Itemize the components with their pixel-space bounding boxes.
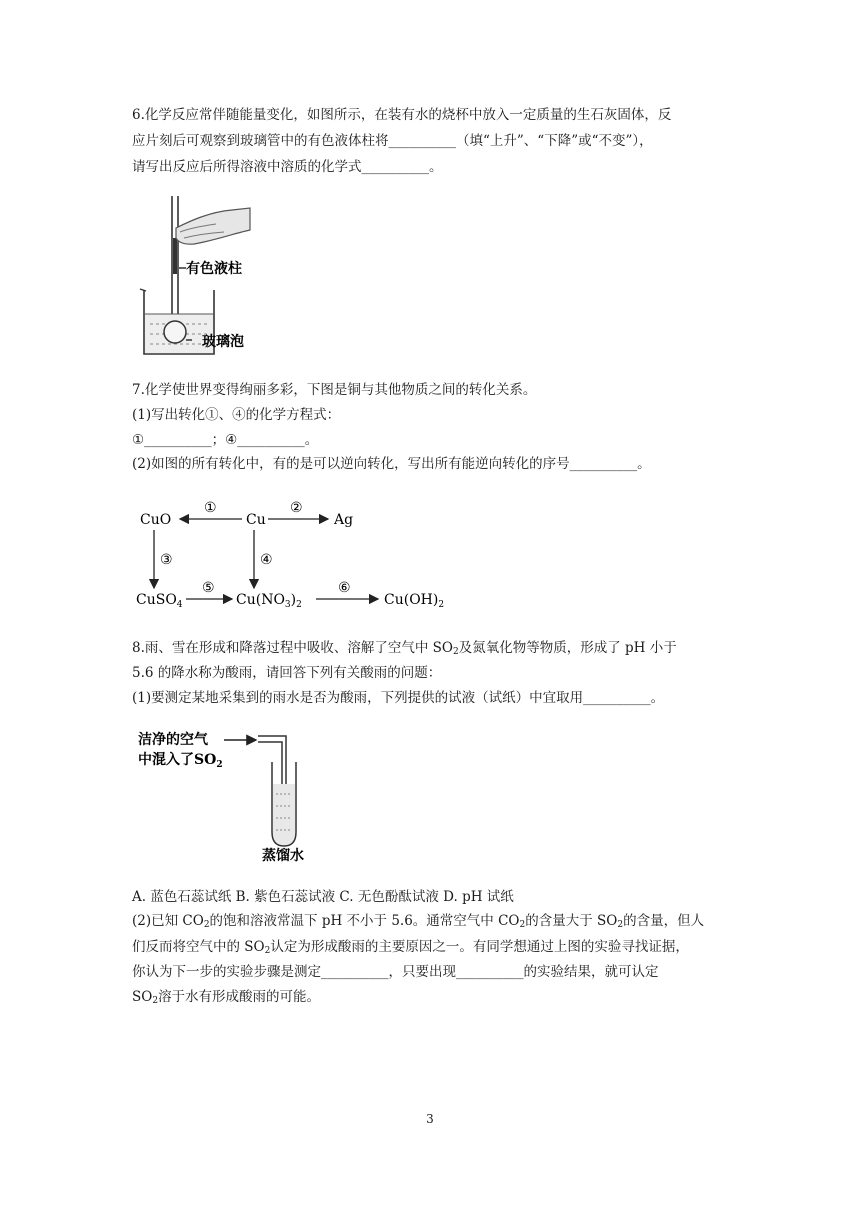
test-tube-figure [132,722,332,867]
beaker-figure [132,190,262,362]
label-clean-air: 洁净的空气 [138,732,208,748]
node-cuo: CuO [140,512,172,528]
q6-line-1: 6.化学反应常伴随能量变化，如图所示，在装有水的烧杯中放入一定质量的生石灰固体，反 [132,107,672,123]
q6-line-3: 请写出反应后所得溶液中溶质的化学式__________。 [132,159,443,175]
label-so2-mixed: 中混入了$SO_2$ [138,752,223,770]
label-4: ④ [260,552,273,568]
label-3: ③ [160,552,173,568]
q8-part2-line-3: 你认为下一步的实验步骤是测定__________，只要出现__________的实验结果，就可认定 [132,964,659,980]
q8-options: A. 蓝色石蕊试纸 B. 紫色石蕊试液 C. 无色酚酞试液 D. pH 试纸 [132,889,514,905]
q6-line-2: 应片刻后可观察到玻璃管中的有色液体柱将__________（填“上升”、“下降”或“不变”）， [132,133,653,149]
node-cu-oh-2: $Cu(OH)_2$ [384,592,445,610]
q7-line-4: (2)如图的所有转化中，有的是可以逆向转化，写出所有能逆向转化的序号__________。 [132,456,651,472]
q8-part2-line-2: 们反而将空气中的 $SO_2$认定为形成酸雨的主要原因之一。有同学想通过上图的实验寻找证据， [132,939,689,956]
label-distilled-water: 蒸馏水 [262,848,304,864]
q8-part2-line-4: $SO_2$溶于水有形成酸雨的可能。 [132,989,321,1006]
copper-conversion-diagram [130,490,450,615]
label-liquid-column: 有色液柱 [186,261,242,277]
q8-line-3: (1)要测定某地采集到的雨水是否为酸雨，下列提供的试液（试纸）中宜取用__________。 [132,690,665,706]
label-1: ① [204,500,217,516]
label-bulb: 玻璃泡 [202,334,244,350]
node-cu: Cu [246,512,266,528]
q8-line-2: 5.6 的降水称为酸雨，请回答下列有关酸雨的问题： [132,665,442,681]
q8-part2-line-1: (2)已知 $CO_2$的饱和溶液常温下 pH 不小于 5.6。通常空气中 $CO_2$的含量大于 $SO_2$的含量，但人 [132,913,705,930]
node-ag: Ag [334,512,354,528]
q7-line-2: (1)写出转化①、④的化学方程式： [132,407,341,423]
label-2: ② [290,500,303,516]
q8-line-1: 8.雨、雪在形成和降落过程中吸收、溶解了空气中 $SO_2$及氮氧化物等物质，形成了 pH 小于 [132,640,677,657]
q7-line-3: ①__________；④__________。 [132,432,319,448]
node-cu-no3-2: $Cu(NO_3)_2$ [236,592,302,610]
page-number: 3 [426,1112,434,1126]
q7-line-1: 7.化学使世界变得绚丽多彩，下图是铜与其他物质之间的转化关系。 [132,382,537,398]
label-5: ⑤ [202,580,215,596]
label-6: ⑥ [338,580,351,596]
node-cuso4: CuSO$_4$ [136,592,183,610]
